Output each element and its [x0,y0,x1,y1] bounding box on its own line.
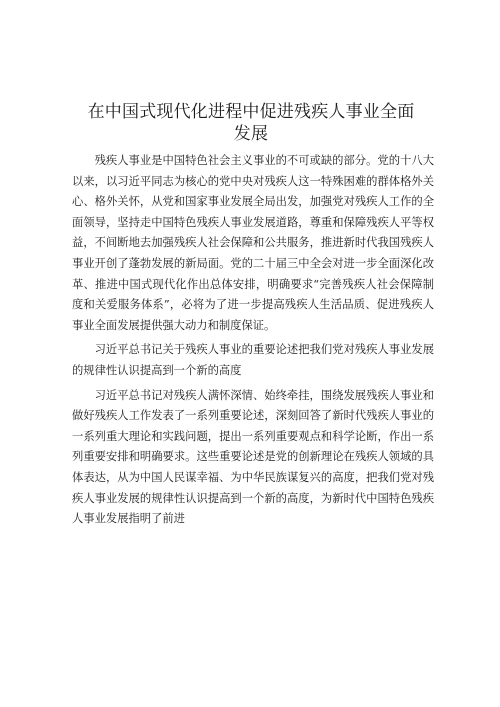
document-title: 在中国式现代化进程中促进残疾人事业全面发展 [87,102,415,144]
paragraph-intro: 残疾人事业是中国特色社会主义事业的不可或缺的部分。党的十八大以来，以习近平同志为核心的党中央对残疾人这一特殊困难的群体格外关心、格外关怀，从党和国家事业发展全局出发，加强党对残疾人工作的全面领导，坚持走中国特色残疾人事业发展道路，尊重和保障残疾人平等权益，不间断地去加强残疾人社会保障和公共服务，推进新时代我国残疾人事业开创了蓬勃发展的新局面。党的二十届三中全会对进一步全面深化改革、推进中国式现代化作出总体安排，明确要求“完善残疾人社会保障制度和关爱服务体系”，必将为了进一步提高残疾人生活品质、促进残疾人事业全面发展提供强大动力和制度保证。 [72,154,434,332]
section-heading: 习近平总书记关于残疾人事业的重要论述把我们党对残疾人事业发展的规律性认识提高到一个新的高度 [72,343,434,377]
document-body [72,151,434,530]
paragraph-section-1: 习近平总书记对残疾人满怀深情、始终牵挂，围绕发展残疾人事业和做好残疾人工作发表了一系列重要论述，深刻回答了新时代残疾人事业的一系列重大理论和实践问题，提出一系列重要观点和科学论断，作出一系列重要安排和明确要求。这些重要论述是党的创新理论在残疾人领域的具体表达，从为中国人民谋幸福、为中华民族谋复兴的高度，把我们党对残疾人事业发展的规律性认识提高到一个新的高度，为新时代中国特色残疾人事业发展指明了前进 [72,388,434,526]
